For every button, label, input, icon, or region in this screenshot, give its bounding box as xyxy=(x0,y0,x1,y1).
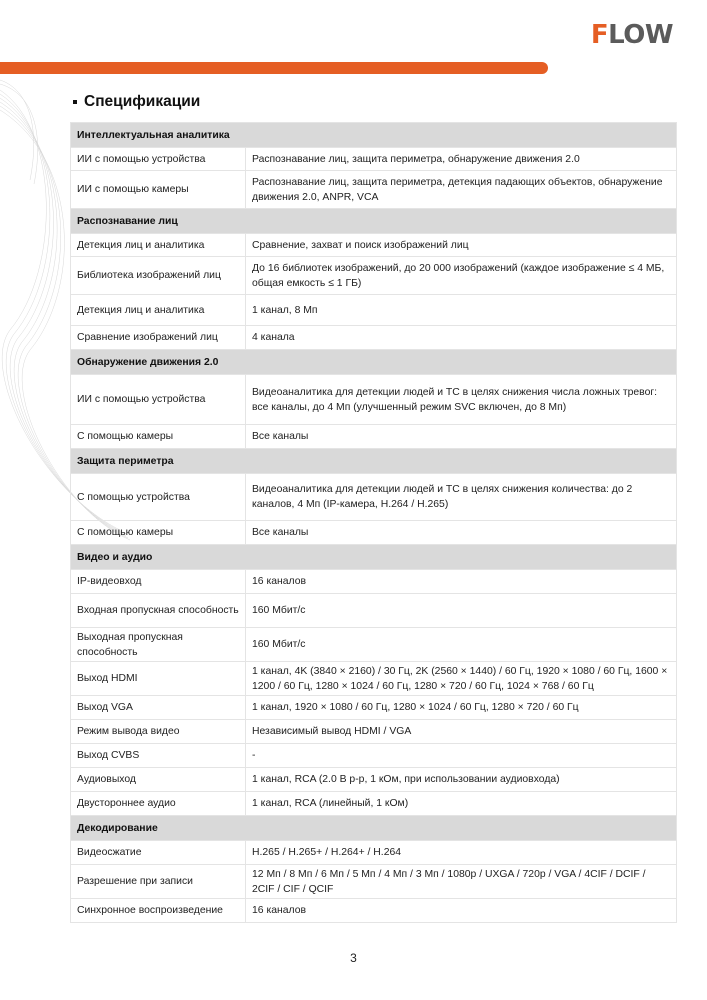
spec-value: Независимый вывод HDMI / VGA xyxy=(246,720,677,744)
spec-value: 1 канал, 1920 × 1080 / 60 Гц, 1280 × 1024 / 60 Гц, 1280 × 720 / 60 Гц xyxy=(246,696,677,720)
table-row xyxy=(71,792,677,816)
spec-label: Аудиовыход xyxy=(71,768,246,792)
spec-value: Распознавание лиц, защита периметра, обнаружение движения 2.0 xyxy=(246,148,677,171)
logo-letter-f: F xyxy=(590,20,609,50)
table-row xyxy=(71,295,677,326)
spec-label: Детекция лиц и аналитика xyxy=(71,234,246,257)
table-row xyxy=(71,696,677,720)
table-row xyxy=(71,171,677,209)
table-row xyxy=(71,768,677,792)
table-row xyxy=(71,899,677,923)
spec-value: Сравнение, захват и поиск изображений лиц xyxy=(246,234,677,257)
section-title: Распознавание лиц xyxy=(71,209,677,234)
spec-label: Выход HDMI xyxy=(71,662,246,696)
spec-label: ИИ с помощью камеры xyxy=(71,171,246,209)
spec-value: - xyxy=(246,744,677,768)
section-title: Обнаружение движения 2.0 xyxy=(71,350,677,375)
page-number: 3 xyxy=(350,951,357,965)
section-title: Видео и аудио xyxy=(71,545,677,570)
spec-value: 160 Мбит/с xyxy=(246,594,677,628)
table-row xyxy=(71,474,677,521)
spec-value: 1 канал, RCA (линейный, 1 кОм) xyxy=(246,792,677,816)
spec-label: С помощью камеры xyxy=(71,521,246,545)
table-row xyxy=(71,326,677,350)
spec-value: Все каналы xyxy=(246,521,677,545)
table-row xyxy=(71,841,677,865)
spec-label: Разрешение при записи xyxy=(71,865,246,899)
spec-value: 1 канал, 8 Мп xyxy=(246,295,677,326)
spec-label: Выход CVBS xyxy=(71,744,246,768)
spec-value: До 16 библиотек изображений, до 20 000 изображений (каждое изображение ≤ 4 МБ, общая емкость ≤ 1 ГБ) xyxy=(246,257,677,295)
table-row xyxy=(71,570,677,594)
spec-value: 12 Мп / 8 Мп / 6 Мп / 5 Мп / 4 Мп / 3 Мп / 1080p / UXGA / 720p / VGA / 4CIF / DCIF / 2CIF / CIF / QCIF xyxy=(246,865,677,899)
section-header-row xyxy=(71,209,677,234)
section-header-row xyxy=(71,545,677,570)
table-row xyxy=(71,148,677,171)
section-title: Защита периметра xyxy=(71,449,677,474)
table-row xyxy=(71,521,677,545)
spec-value: 16 каналов xyxy=(246,899,677,923)
table-row xyxy=(71,425,677,449)
section-title: Интеллектуальная аналитика xyxy=(71,123,677,148)
spec-value: Распознавание лиц, защита периметра, детекция падающих объектов, обнаружение движения 2.0, ANPR, VCA xyxy=(246,171,677,209)
bullet-icon xyxy=(73,100,77,104)
spec-label: ИИ с помощью устройства xyxy=(71,375,246,425)
spec-value: 16 каналов xyxy=(246,570,677,594)
spec-label: Выходная пропускная способность xyxy=(71,628,246,662)
spec-label: Детекция лиц и аналитика xyxy=(71,295,246,326)
spec-value: Все каналы xyxy=(246,425,677,449)
spec-label: Выход VGA xyxy=(71,696,246,720)
table-row xyxy=(71,234,677,257)
spec-value: Видеоаналитика для детекции людей и ТС в целях снижения числа ложных тревог: все каналы, до 4 Мп (улучшенный режим SVC включен, до 8 Мп) xyxy=(246,375,677,425)
flow-logo xyxy=(591,20,673,50)
spec-label: С помощью устройства xyxy=(71,474,246,521)
table-row xyxy=(71,865,677,899)
table-row xyxy=(71,662,677,696)
table-row xyxy=(71,744,677,768)
spec-value: Видеоаналитика для детекции людей и ТС в целях снижения количества: до 2 каналов, 4 Мп (IP-камера, H.264 / H.265) xyxy=(246,474,677,521)
section-header-row xyxy=(71,449,677,474)
page-title-text: Спецификации xyxy=(84,93,201,110)
spec-label: ИИ с помощью устройства xyxy=(71,148,246,171)
spec-value: 4 канала xyxy=(246,326,677,350)
table-row xyxy=(71,628,677,662)
spec-label: Видеосжатие xyxy=(71,841,246,865)
section-title: Декодирование xyxy=(71,816,677,841)
section-header-row xyxy=(71,816,677,841)
spec-label: Режим вывода видео xyxy=(71,720,246,744)
spec-label: Сравнение изображений лиц xyxy=(71,326,246,350)
table-row xyxy=(71,375,677,425)
spec-label: Библиотека изображений лиц xyxy=(71,257,246,295)
spec-value: 1 канал, 4K (3840 × 2160) / 30 Гц, 2K (2560 × 1440) / 60 Гц, 1920 × 1080 / 60 Гц, 1600 × 1200 / 60 Гц, 1280 × 1024 / 60 Гц, 1280 × 720 / 60 Гц, 1024 × 768 / 60 Гц xyxy=(246,662,677,696)
page-title xyxy=(73,93,200,111)
table-row xyxy=(71,720,677,744)
spec-label: Двустороннее аудио xyxy=(71,792,246,816)
spec-label: IP-видеовход xyxy=(71,570,246,594)
section-header-row xyxy=(71,123,677,148)
logo-text: LOW xyxy=(608,20,673,50)
table-row xyxy=(71,594,677,628)
spec-label: Синхронное воспроизведение xyxy=(71,899,246,923)
spec-label: С помощью камеры xyxy=(71,425,246,449)
section-header-row xyxy=(71,350,677,375)
header-accent-bar xyxy=(0,62,548,74)
spec-value: 160 Мбит/с xyxy=(246,628,677,662)
specifications-table xyxy=(70,122,677,923)
spec-value: H.265 / H.265+ / H.264+ / H.264 xyxy=(246,841,677,865)
spec-label: Входная пропускная способность xyxy=(71,594,246,628)
spec-value: 1 канал, RCA (2.0 В р-р, 1 кОм, при использовании аудиовхода) xyxy=(246,768,677,792)
table-row xyxy=(71,257,677,295)
